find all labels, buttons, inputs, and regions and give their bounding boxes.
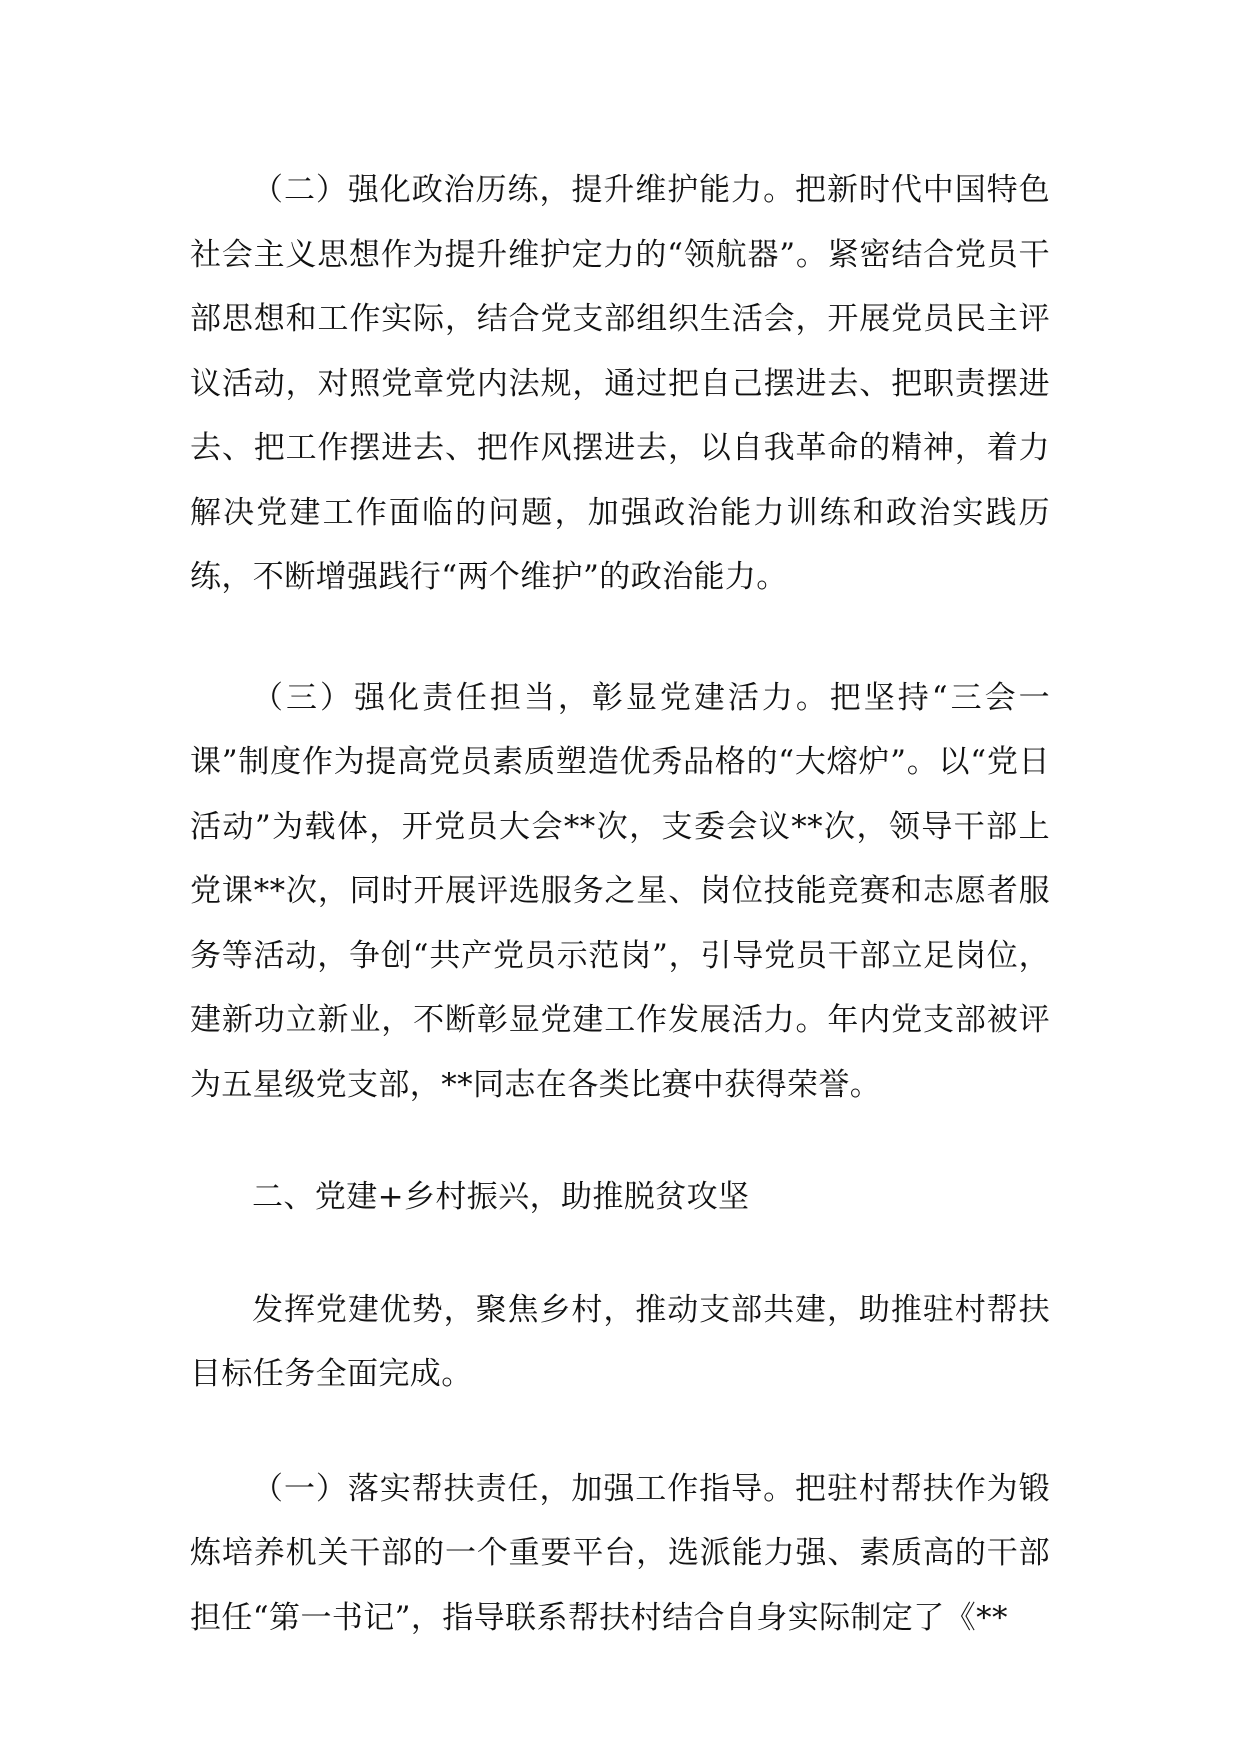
- document-page: [190, 158, 1050, 1650]
- paragraph-responsibility: （三）强化责任担当，彰显党建活力。把坚持“三会一课”制度作为提高党员素质塑造优秀品格的“大熔炉”。以“党日活动”为载体，开党员大会**次，支委会议**次，领导干部上党课**次，同时开展评选服务之星、岗位技能竞赛和志愿者服务等活动，争创“共产党员示范岗”，引导党员干部立足岗位，建新功立新业，不断彰显党建工作发展活力。年内党支部被评为五星级党支部，**同志在各类比赛中获得荣誉。: [190, 679, 1050, 1103]
- paragraph-assistance-responsibility: （一）落实帮扶责任，加强工作指导。把驻村帮扶作为锻炼培养机关干部的一个重要平台，选派能力强、素质高的干部担任“第一书记”，指导联系帮扶村结合自身实际制定了《**: [190, 1470, 1050, 1636]
- section-heading-rural-revitalization: 二、党建+乡村振兴，助推脱贫攻坚: [252, 1179, 750, 1215]
- paragraph-political-training: （二）强化政治历练，提升维护能力。把新时代中国特色社会主义思想作为提升维护定力的“领航器”。紧密结合党员干部思想和工作实际，结合党支部组织生活会，开展党员民主评议活动，对照党章党内法规，通过把自己摆进去、把职责摆进去、把工作摆进去、把作风摆进去，以自我革命的精神，着力解决党建工作面临的问题，加强政治能力训练和政治实践历练，不断增强践行“两个维护”的政治能力。: [190, 172, 1050, 595]
- paragraph-party-advantage: 发挥党建优势，聚焦乡村，推动支部共建，助推驻村帮扶目标任务全面完成。: [190, 1291, 1050, 1392]
